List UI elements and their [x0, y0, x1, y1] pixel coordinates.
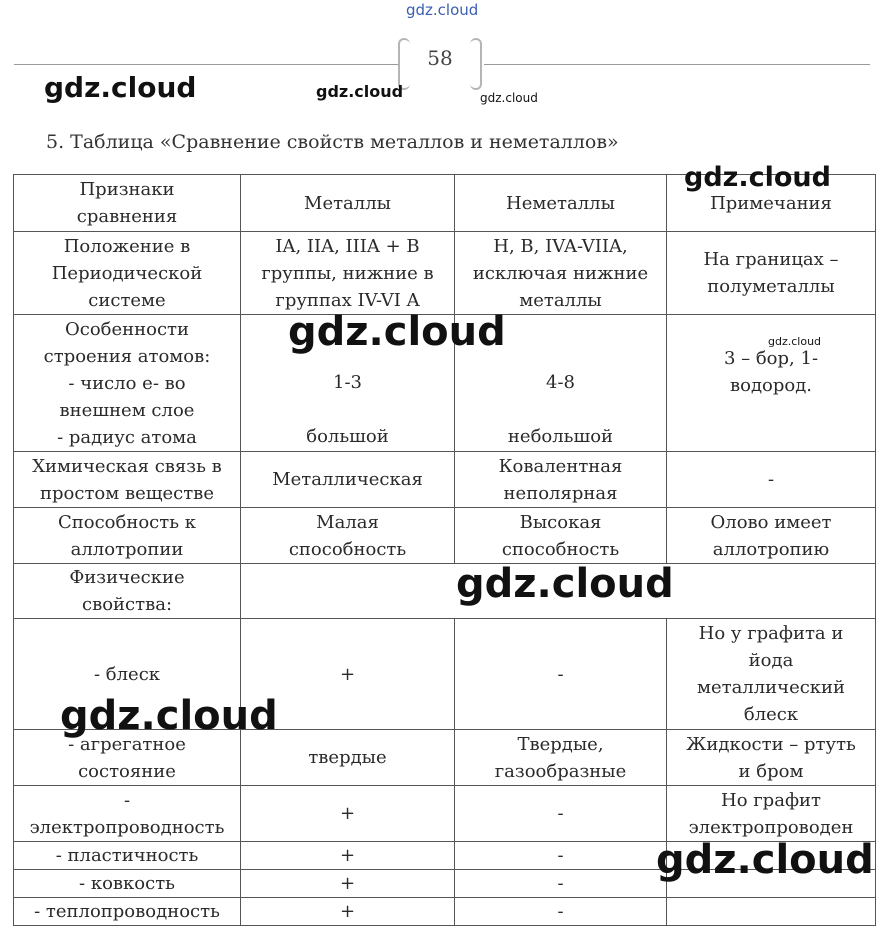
nonmetals-cell: Твердые, газообразные — [455, 730, 667, 786]
nonmetals-cell: Высокая способность — [455, 508, 667, 564]
watermark-center-3: gdz.cloud — [60, 693, 278, 739]
table-row-physical — [14, 564, 876, 619]
criteria-cell: - теплопроводность — [14, 898, 241, 926]
metals-cell: + — [241, 898, 455, 926]
criteria-cell: - агрегатное состояние — [14, 730, 241, 786]
atom-radius: небольшой — [507, 426, 614, 447]
watermark-large-left: gdz.cloud — [44, 71, 197, 104]
metals-cell: Металлическая — [241, 452, 455, 508]
watermark-small-center: gdz.cloud — [316, 82, 404, 101]
watermark-tiny: gdz.cloud — [768, 335, 822, 348]
watermark-center-2: gdz.cloud — [456, 561, 674, 607]
header-rule-left — [14, 64, 398, 65]
notes-cell: 3 – бор, 1- водород. — [667, 315, 876, 452]
metals-cell: + — [241, 842, 455, 870]
metals-cell: + — [241, 870, 455, 898]
page-number: 58 — [427, 46, 453, 70]
notes-cell: Жидкости – ртуть и бром — [667, 730, 876, 786]
table-row-conductivity — [14, 786, 876, 842]
table-row-position — [14, 232, 876, 315]
notes-cell: - — [667, 452, 876, 508]
electron-count: 1-3 — [333, 372, 362, 393]
criteria-cell: - ковкость — [14, 870, 241, 898]
nonmetals-cell: Ковалентная неполярная — [455, 452, 667, 508]
watermark-top: gdz.cloud — [406, 1, 479, 19]
criteria-cell: - блеск — [14, 619, 241, 730]
notes-cell: Но у графита и йода металлический блеск — [667, 619, 876, 730]
criteria-cell: Положение в Периодической системе — [14, 232, 241, 315]
header-rule-right — [484, 64, 870, 65]
criteria-cell: Химическая связь в простом веществе — [14, 452, 241, 508]
notes-cell: Но графит электропроводен — [667, 786, 876, 842]
electron-count: 4-8 — [546, 372, 575, 393]
metals-cell: + — [241, 619, 455, 730]
notes-cell: На границах – полуметаллы — [667, 232, 876, 315]
nonmetals-cell: - — [455, 842, 667, 870]
notes-cell: Олово имеет аллотропию — [667, 508, 876, 564]
watermark-center-1: gdz.cloud — [288, 309, 506, 355]
metals-cell: IA, IIA, IIIA + B группы, нижние в группах IV-VI A — [241, 232, 455, 315]
header-notes: Примечания — [667, 175, 876, 232]
table-caption: 5. Таблица «Сравнение свойств металлов и неметаллов» — [46, 131, 619, 153]
table-row-allotropy — [14, 508, 876, 564]
metals-cell: Малая способность — [241, 508, 455, 564]
metals-cell: твердые — [241, 730, 455, 786]
table-row-thermal — [14, 898, 876, 926]
header-metals: Металлы — [241, 175, 455, 232]
nonmetals-cell: - — [455, 619, 667, 730]
nonmetals-cell: - — [455, 870, 667, 898]
criteria-cell: - электропроводность — [14, 786, 241, 842]
metals-cell: + — [241, 786, 455, 842]
criteria-cell: Способность к аллотропии — [14, 508, 241, 564]
header-nonmetals: Неметаллы — [455, 175, 667, 232]
nonmetals-cell: - — [455, 898, 667, 926]
criteria-cell: - пластичность — [14, 842, 241, 870]
notes-cell — [667, 898, 876, 926]
watermark-bottom-right: gdz.cloud — [656, 837, 874, 883]
watermark-small-under: gdz.cloud — [480, 91, 538, 105]
comparison-table — [13, 174, 876, 926]
atom-radius: большой — [306, 426, 389, 447]
nonmetals-cell: H, B, IVA-VIIA, исключая нижние металлы — [455, 232, 667, 315]
table-row-bond — [14, 452, 876, 508]
watermark-right-header: gdz.cloud — [684, 162, 831, 193]
page-number-frame — [398, 38, 482, 88]
header-criteria: Признаки сравнения — [14, 175, 241, 232]
nonmetals-cell: - — [455, 786, 667, 842]
criteria-cell: Особенности строения атомов: - число е- во внешнем слое - радиус атома — [14, 315, 241, 452]
criteria-cell: Физические свойства: — [14, 564, 241, 619]
